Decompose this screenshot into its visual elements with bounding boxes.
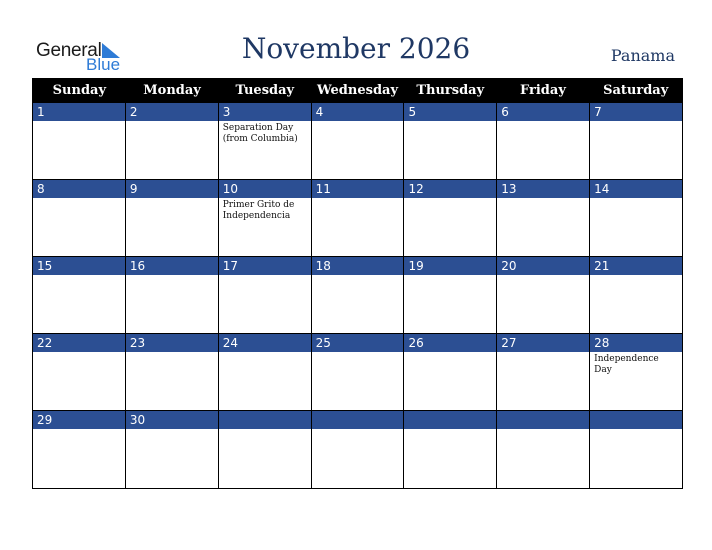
day-number: 24 (219, 334, 311, 352)
holiday-label (312, 275, 404, 277)
day-number: 2 (126, 103, 218, 121)
day-number: 8 (33, 180, 125, 198)
holiday-label (219, 429, 311, 431)
weekday-header-row (33, 79, 682, 103)
day-cell (496, 103, 589, 180)
day-number: 18 (312, 257, 404, 275)
weekday-header: Monday (143, 83, 201, 98)
weekday-header: Thursday (416, 83, 485, 98)
day-number: 10 (219, 180, 311, 198)
day-cell (311, 103, 404, 180)
day-cell (496, 411, 589, 488)
holiday-label (33, 121, 125, 123)
day-cell (589, 334, 682, 411)
day-number: 23 (126, 334, 218, 352)
day-number: 9 (126, 180, 218, 198)
holiday-label (126, 275, 218, 277)
day-cell (589, 257, 682, 334)
holiday-label (404, 352, 496, 354)
holiday-label: Separation Day (from Columbia) (222, 123, 298, 144)
calendar-week (33, 180, 682, 257)
holiday-label (126, 429, 218, 431)
day-cell (496, 334, 589, 411)
holiday-label (404, 275, 496, 277)
day-number: 1 (33, 103, 125, 121)
day-cell (125, 334, 218, 411)
weekday-header: Friday (520, 83, 566, 98)
day-number (219, 411, 311, 429)
day-cell (218, 180, 311, 257)
holiday-label: Primer Grito de Independencia (222, 200, 295, 221)
holiday-label (312, 198, 404, 200)
day-number: 3 (219, 103, 311, 121)
day-cell (218, 411, 311, 488)
day-number (312, 411, 404, 429)
logo-text-blue: Blue (86, 55, 121, 74)
day-number (404, 411, 496, 429)
holiday-label (33, 352, 125, 354)
holiday-label (126, 198, 218, 200)
holiday-label (404, 198, 496, 200)
holiday-label (590, 275, 682, 277)
holiday-label (497, 429, 589, 431)
day-cell (33, 334, 125, 411)
day-cell (589, 180, 682, 257)
day-cell (496, 257, 589, 334)
day-cell (218, 103, 311, 180)
day-number: 5 (404, 103, 496, 121)
holiday-label (33, 275, 125, 277)
calendar-week (33, 334, 682, 411)
day-cell (218, 257, 311, 334)
logo-text-general: General (36, 40, 102, 61)
holiday-label (497, 352, 589, 354)
day-number: 28 (590, 334, 682, 352)
day-cell (311, 257, 404, 334)
region-label: Panama (610, 46, 675, 65)
day-cell (125, 411, 218, 488)
holiday-label (33, 198, 125, 200)
holiday-label (312, 121, 404, 123)
day-cell (33, 257, 125, 334)
calendar-week (33, 411, 682, 488)
day-number: 7 (590, 103, 682, 121)
day-number: 4 (312, 103, 404, 121)
day-number: 27 (497, 334, 589, 352)
day-cell (311, 334, 404, 411)
holiday-label (404, 121, 496, 123)
day-number (497, 411, 589, 429)
day-number: 19 (404, 257, 496, 275)
day-cell (496, 180, 589, 257)
day-number: 20 (497, 257, 589, 275)
calendar-grid (32, 78, 683, 489)
day-cell (33, 103, 125, 180)
day-cell (403, 103, 496, 180)
day-cell (589, 411, 682, 488)
day-cell (589, 103, 682, 180)
day-number: 14 (590, 180, 682, 198)
day-cell (33, 411, 125, 488)
holiday-label (497, 275, 589, 277)
day-number: 21 (590, 257, 682, 275)
day-cell (125, 180, 218, 257)
day-cell (125, 103, 218, 180)
holiday-label (404, 429, 496, 431)
day-cell (311, 180, 404, 257)
day-number: 25 (312, 334, 404, 352)
day-number: 6 (497, 103, 589, 121)
day-number: 26 (404, 334, 496, 352)
holiday-label (312, 429, 404, 431)
day-number: 11 (312, 180, 404, 198)
holiday-label (219, 352, 311, 354)
day-number: 15 (33, 257, 125, 275)
weekday-header: Tuesday (235, 83, 295, 98)
day-number: 30 (126, 411, 218, 429)
holiday-label (219, 275, 311, 277)
holiday-label (497, 198, 589, 200)
day-cell (218, 334, 311, 411)
holiday-label (497, 121, 589, 123)
weekday-header: Sunday (52, 83, 107, 98)
calendar-week (33, 103, 682, 180)
day-number: 22 (33, 334, 125, 352)
holiday-label (590, 429, 682, 431)
holiday-label (590, 121, 682, 123)
calendar-week (33, 257, 682, 334)
holiday-label (590, 198, 682, 200)
day-number: 16 (126, 257, 218, 275)
day-cell (33, 180, 125, 257)
day-cell (403, 411, 496, 488)
day-number: 12 (404, 180, 496, 198)
day-number (590, 411, 682, 429)
day-cell (125, 257, 218, 334)
holiday-label (312, 352, 404, 354)
holiday-label: Independence Day (594, 354, 659, 375)
day-number: 17 (219, 257, 311, 275)
day-cell (403, 180, 496, 257)
day-cell (311, 411, 404, 488)
day-cell (403, 257, 496, 334)
weekday-header: Saturday (603, 83, 669, 98)
day-number: 13 (497, 180, 589, 198)
day-number: 29 (33, 411, 125, 429)
holiday-label (33, 429, 125, 431)
page-title: November 2026 (241, 32, 471, 65)
holiday-label (126, 121, 218, 123)
weekday-header: Wednesday (317, 83, 399, 98)
day-cell (403, 334, 496, 411)
holiday-label (126, 352, 218, 354)
